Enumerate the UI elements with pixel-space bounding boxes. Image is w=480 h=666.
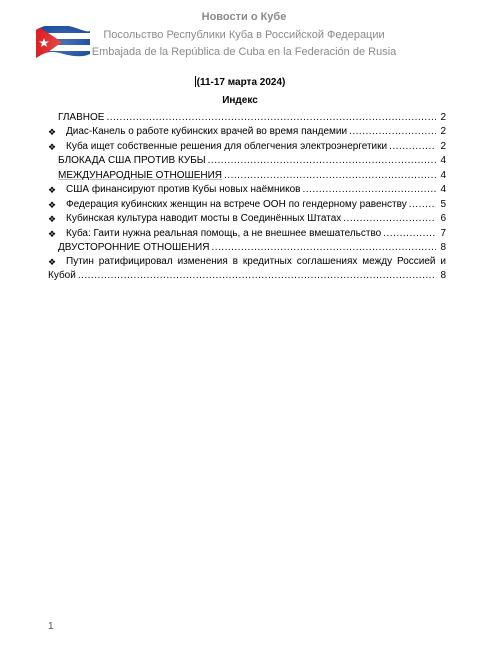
toc-entry[interactable]: БЛОКАДА США ПРОТИВ КУБЫ ..... 4: [48, 154, 446, 169]
header-title: Новости о Кубе: [201, 11, 287, 23]
date-range: (11-17 марта 2024): [196, 77, 286, 88]
index-title: Индекс: [222, 95, 258, 106]
diamond-bullet-icon: ❖: [48, 257, 57, 267]
toc-entry[interactable]: ❖ Куба: Гаити нужна реальная помощь, а не внешнее вмешательство ..... 7: [48, 226, 446, 241]
toc-entry[interactable]: ❖ Кубинская культура наводит мосты в Соединённых Штатах ..... 6: [48, 212, 446, 227]
header-embassy-es: Embajada de la República de Cuba en la Federación de Rusia: [91, 46, 397, 58]
document-header: [0, 0, 480, 70]
toc-entry[interactable]: ГЛАВНОЕ ..... 2: [48, 110, 446, 125]
toc-entry[interactable]: МЕЖДУНАРОДНЫЕ ОТНОШЕНИЯ ..... 4: [48, 168, 446, 183]
page-number: 1: [48, 621, 54, 632]
diamond-bullet-icon: ❖: [48, 199, 57, 210]
text-cursor: [195, 76, 196, 87]
diamond-bullet-icon: ❖: [48, 185, 57, 195]
diamond-bullet-icon: ❖: [48, 141, 57, 152]
toc-entry[interactable]: ❖ США финансируют против Кубы новых наёмников ..... 4: [48, 183, 446, 198]
toc-entry[interactable]: ❖ Федерация кубинских женщин на встрече ООН по гендерному равенству ..... 5: [48, 197, 446, 212]
cuban-flag-logo: [34, 20, 92, 66]
toc-entry[interactable]: ❖ Путин ратифицировал изменения в кредитных соглашениях между Россией и Кубой ..... 8: [48, 255, 446, 283]
toc-entry[interactable]: ❖ Диас-Канель о работе кубинских врачей во время пандемии ..... 2: [48, 125, 446, 140]
diamond-bullet-icon: ❖: [48, 228, 57, 239]
toc-entry[interactable]: ДВУСТОРОННИЕ ОТНОШЕНИЯ ..... 8: [48, 241, 446, 256]
diamond-bullet-icon: ❖: [48, 214, 57, 224]
table-of-contents: [48, 110, 446, 283]
diamond-bullet-icon: ❖: [48, 127, 57, 137]
header-embassy-ru: Посольство Республики Куба в Российской Федерации: [103, 29, 385, 41]
toc-entry[interactable]: ❖ Куба ищет собственные решения для облегчения электроэнергетики ..... 2: [48, 139, 446, 154]
